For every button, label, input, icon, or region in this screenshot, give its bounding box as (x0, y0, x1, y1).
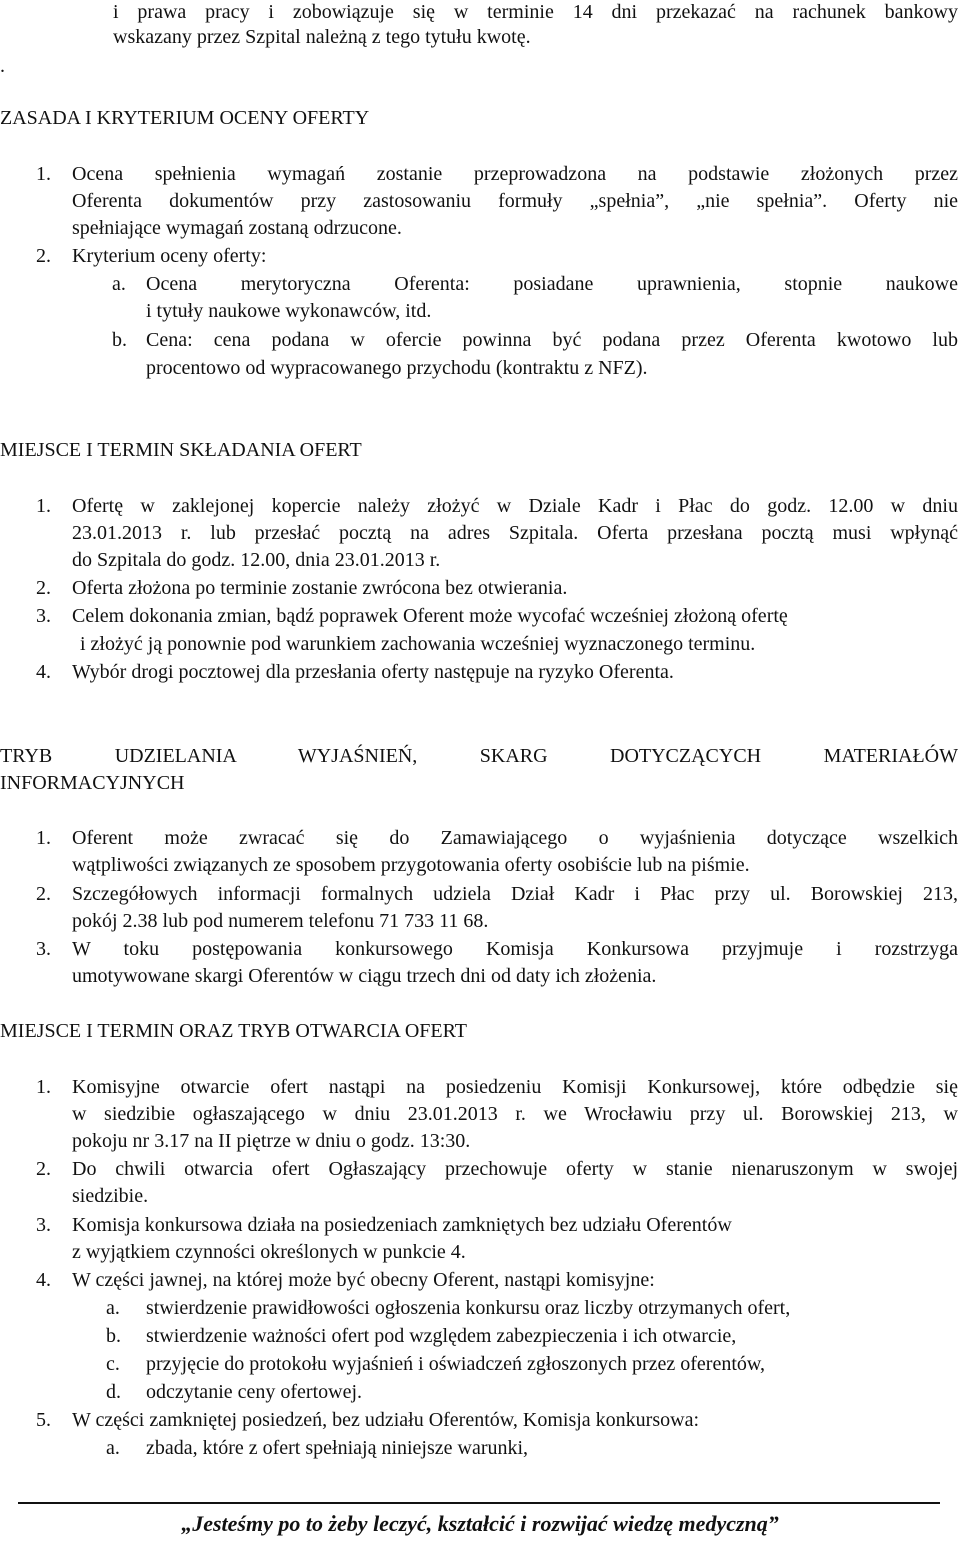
s3-item-1-line-2: wątpliwości związanych ze sposobem przygotowania oferty osobiście lub na piśmie. (72, 854, 750, 876)
s4-sub-c-line-1: przyjęcie do protokołu wyjaśnień i oświadczeń zgłoszonych przez oferentów, (146, 1353, 766, 1375)
s1-item-2-number: 2. (36, 245, 51, 267)
s4-item-5-sub-a-letter: a. (106, 1437, 120, 1459)
s3-item-3-line-1: W toku postępowania konkursowego Komisja Konkursowa przyjmuje i rozstrzyga (72, 938, 958, 960)
s4-sub-c-letter: c. (106, 1353, 120, 1375)
s4-item-5-line-1: W części zamkniętej posiedzeń, bez udziału Oferentów, Komisja konkursowa: (72, 1409, 700, 1431)
s3-item-1-number: 1. (36, 827, 51, 849)
s4-item-2-number: 2. (36, 1158, 51, 1180)
section-title-opening: MIEJSCE I TERMIN ORAZ TRYB OTWARCIA OFERT (0, 1020, 467, 1042)
s1-sub-b-line-2: procentowo od wypracowanego przychodu (kontraktu z NFZ). (146, 357, 648, 379)
s2-item-1-line-2: 23.01.2013 r. lub przesłać pocztą na adres Szpitala. Oferta przesłana pocztą musi wpłynąć (72, 522, 958, 544)
s4-sub-b-line-1: stwierdzenie ważności ofert pod względem zabezpieczenia i ich otwarcie, (146, 1325, 737, 1347)
s1-sub-b-letter: b. (112, 329, 127, 351)
footer-motto: „Jesteśmy po to żeby leczyć, kształcić i rozwijać wiedzę medyczną” (181, 1511, 779, 1536)
s2-item-1-line-3: do Szpitala do godz. 12.00, dnia 23.01.2013 r. (72, 549, 441, 571)
intro-line-2: wskazany przez Szpital należną z tego tytułu kwotę. (113, 26, 531, 48)
s1-sub-a-line-2: i tytuły naukowe wykonawców, itd. (146, 300, 432, 322)
s3-item-1-line-1: Oferent może zwracać się do Zamawiającego o wyjaśnienia dotyczące wszelkich (72, 827, 958, 849)
s4-item-2-line-1: Do chwili otwarcia ofert Ogłaszający przechowuje oferty w stanie nienaruszonym w swojej (72, 1158, 958, 1180)
s4-item-1-number: 1. (36, 1076, 51, 1098)
section-title-submission: MIEJSCE I TERMIN SKŁADANIA OFERT (0, 439, 362, 461)
s3-item-2-line-1: Szczegółowych informacji formalnych udziela Dział Kadr i Płac przy ul. Borowskiej 213, (72, 883, 958, 905)
s4-sub-d-line-1: odczytanie ceny ofertowej. (146, 1381, 363, 1403)
s3-item-3-line-2: umotywowane skargi Oferentów w ciągu trzech dni od daty ich złożenia. (72, 965, 657, 987)
s2-item-1-line-1: Ofertę w zaklejonej kopercie należy złożyć w Dziale Kadr i Płac do godz. 12.00 w dniu (72, 495, 958, 517)
s1-item-1-line-2: Oferenta dokumentów przy zastosowaniu formuły „spełnia”, „nie spełnia”. Oferty nie (72, 190, 958, 212)
s4-item-3-line-2: z wyjątkiem czynności określonych w punkcie 4. (72, 1241, 466, 1263)
s4-item-4-number: 4. (36, 1269, 51, 1291)
s2-item-2-line-1: Oferta złożona po terminie zostanie zwrócona bez otwierania. (72, 577, 568, 599)
footer-rule (18, 1502, 940, 1504)
s1-item-1-line-3: spełniające wymagań zostaną odrzucone. (72, 217, 402, 239)
stray-dot: . (0, 55, 5, 77)
s1-sub-a-letter: a. (112, 273, 126, 295)
s4-sub-a-letter: a. (106, 1297, 120, 1319)
s4-item-3-line-1: Komisja konkursowa działa na posiedzeniach zamkniętych bez udziału Oferentów (72, 1214, 732, 1236)
s4-item-5-number: 5. (36, 1409, 51, 1431)
s3-item-2-line-2: pokój 2.38 lub pod numerem telefonu 71 733 11 68. (72, 910, 489, 932)
s1-item-1-number: 1. (36, 163, 51, 185)
section-title-clarifications-line-1: TRYB UDZIELANIA WYJAŚNIEŃ, SKARG DOTYCZĄCYCH MATERIAŁÓW (0, 745, 958, 767)
s4-sub-d-letter: d. (106, 1381, 121, 1403)
s1-item-2-line-1: Kryterium oceny oferty: (72, 245, 267, 267)
s4-sub-a-line-1: stwierdzenie prawidłowości ogłoszenia konkursu oraz liczby otrzymanych ofert, (146, 1297, 791, 1319)
s2-item-4-line-1: Wybór drogi pocztowej dla przesłania oferty następuje na ryzyko Oferenta. (72, 661, 674, 683)
s1-item-1-line-1: Ocena spełnienia wymagań zostanie przeprowadzona na podstawie złożonych przez (72, 163, 958, 185)
s2-item-4-number: 4. (36, 661, 51, 683)
s4-item-1-line-2: w siedzibie ogłaszającego w dniu 23.01.2013 r. we Wrocławiu przy ul. Borowskiej 213, w (72, 1103, 958, 1125)
s4-item-5-sub-a-line-1: zbada, które z ofert spełniają niniejsze warunki, (146, 1437, 529, 1459)
section-title-evaluation: ZASADA I KRYTERIUM OCENY OFERTY (0, 107, 370, 129)
s4-item-2-line-2: siedzibie. (72, 1185, 149, 1207)
s1-sub-b-line-1: Cena: cena podana w ofercie powinna być podana przez Oferenta kwotowo lub (146, 329, 958, 351)
section-title-clarifications-line-2: INFORMACYJNYCH (0, 772, 185, 794)
s3-item-2-number: 2. (36, 883, 51, 905)
s4-sub-b-letter: b. (106, 1325, 121, 1347)
s4-item-4-line-1: W części jawnej, na której może być obecny Oferent, nastąpi komisyjne: (72, 1269, 655, 1291)
s4-item-1-line-3: pokoju nr 3.17 na II piętrze w dniu o godz. 13:30. (72, 1130, 471, 1152)
s4-item-1-line-1: Komisyjne otwarcie ofert nastąpi na posiedzeniu Komisji Konkursowej, które odbędzie się (72, 1076, 958, 1098)
s1-sub-a-line-1: Ocena merytoryczna Oferenta: posiadane uprawnienia, stopnie naukowe (146, 273, 958, 295)
s2-item-3-number: 3. (36, 605, 51, 627)
s4-item-3-number: 3. (36, 1214, 51, 1236)
s2-item-1-number: 1. (36, 495, 51, 517)
s2-item-3-line-2: i złożyć ją ponownie pod warunkiem zachowania wcześniej wyznaczonego terminu. (80, 633, 756, 655)
s2-item-3-line-1: Celem dokonania zmian, bądź poprawek Oferent może wycofać wcześniej złożoną ofertę (72, 605, 788, 627)
intro-line-1: i prawa pracy i zobowiązuje się w terminie 14 dni przekazać na rachunek bankowy (113, 1, 958, 23)
s3-item-3-number: 3. (36, 938, 51, 960)
s2-item-2-number: 2. (36, 577, 51, 599)
